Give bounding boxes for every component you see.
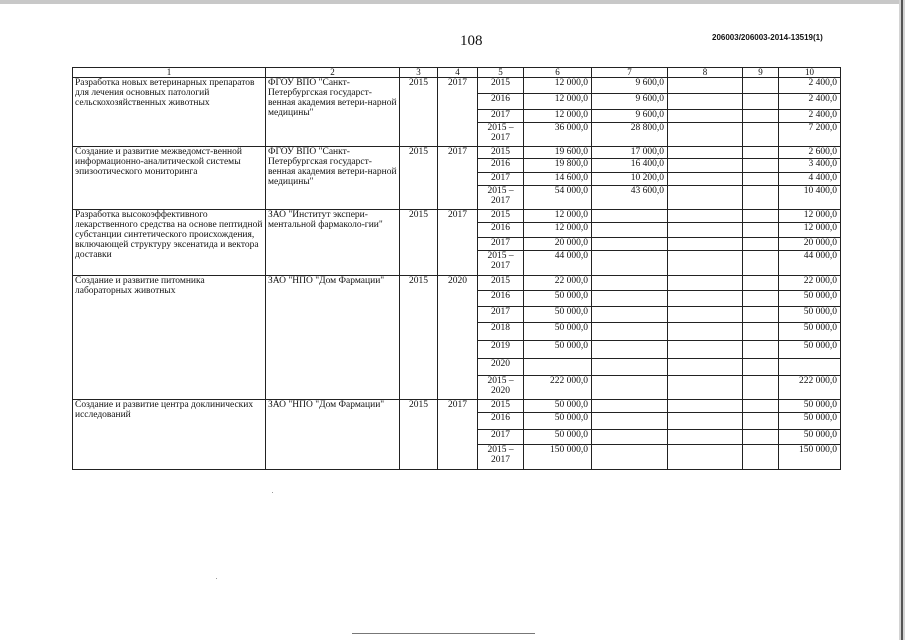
period: 2015 – 2017 bbox=[478, 445, 524, 470]
period: 2015 bbox=[478, 400, 524, 413]
amount-col10: 50 000,0 bbox=[779, 307, 841, 323]
start-year: 2015 bbox=[400, 210, 438, 276]
amount-col9 bbox=[743, 430, 779, 445]
period: 2015 – 2017 bbox=[478, 251, 524, 276]
amount-col10: 50 000,0 bbox=[779, 413, 841, 430]
page-number: 108 bbox=[460, 33, 483, 49]
amount-col7: 17 000,0 bbox=[592, 147, 668, 159]
amount-col9 bbox=[743, 223, 779, 238]
table-row bbox=[73, 210, 841, 223]
amount-col7 bbox=[592, 445, 668, 470]
amount-col8 bbox=[668, 78, 743, 94]
amount-col10: 50 000,0 bbox=[779, 323, 841, 341]
amount-col10: 20 000,0 bbox=[779, 238, 841, 251]
amount-col8 bbox=[668, 110, 743, 123]
end-year: 2017 bbox=[438, 78, 478, 147]
amount-col7 bbox=[592, 291, 668, 307]
scan-top-edge bbox=[0, 0, 905, 4]
table-row bbox=[73, 400, 841, 413]
amount-col6: 50 000,0 bbox=[524, 341, 592, 359]
amount-col6: 50 000,0 bbox=[524, 400, 592, 413]
column-number-row bbox=[73, 68, 841, 78]
col-header: 5 bbox=[478, 68, 524, 78]
amount-col10: 50 000,0 bbox=[779, 341, 841, 359]
period: 2015 bbox=[478, 276, 524, 291]
amount-col7 bbox=[592, 210, 668, 223]
period: 2016 bbox=[478, 291, 524, 307]
amount-col8 bbox=[668, 94, 743, 110]
scan-speck bbox=[216, 578, 217, 579]
project-name: Разработка высокоэффективного лекарственного средства на основе пептидной субстанции синтетического происхождения, включающей структуру эксенатида и вектора доставки bbox=[73, 210, 266, 276]
organization: ФГОУ ВПО "Санкт-Петербургская государст-венная академия ветери-нарной медицины" bbox=[266, 147, 400, 210]
amount-col8 bbox=[668, 210, 743, 223]
period: 2017 bbox=[478, 238, 524, 251]
project-name: Создание и развитие центра доклинических исследований bbox=[73, 400, 266, 470]
amount-col8 bbox=[668, 186, 743, 210]
project-name: Разработка новых ветеринарных препаратов для лечения основных патологий сельскохозяйственных животных bbox=[73, 78, 266, 147]
amount-col7 bbox=[592, 341, 668, 359]
period: 2017 bbox=[478, 110, 524, 123]
amount-col7 bbox=[592, 323, 668, 341]
project-name: Создание и развитие питомника лабораторных животных bbox=[73, 276, 266, 400]
amount-col6: 50 000,0 bbox=[524, 307, 592, 323]
scan-right-edge bbox=[899, 0, 905, 640]
amount-col6: 12 000,0 bbox=[524, 210, 592, 223]
col-header: 1 bbox=[73, 68, 266, 78]
amount-col7 bbox=[592, 430, 668, 445]
amount-col6: 12 000,0 bbox=[524, 78, 592, 94]
amount-col6: 50 000,0 bbox=[524, 430, 592, 445]
organization: ФГОУ ВПО "Санкт-Петербургская государст-венная академия ветери-нарной медицины" bbox=[266, 78, 400, 147]
end-year: 2017 bbox=[438, 147, 478, 210]
amount-col9 bbox=[743, 323, 779, 341]
amount-col10: 2 400,0 bbox=[779, 78, 841, 94]
scan-speck bbox=[272, 492, 273, 493]
amount-col8 bbox=[668, 238, 743, 251]
amount-col8 bbox=[668, 147, 743, 159]
amount-col9 bbox=[743, 110, 779, 123]
period: 2015 bbox=[478, 210, 524, 223]
amount-col7: 28 800,0 bbox=[592, 123, 668, 147]
amount-col6: 12 000,0 bbox=[524, 94, 592, 110]
amount-col8 bbox=[668, 307, 743, 323]
start-year: 2015 bbox=[400, 276, 438, 400]
amount-col9 bbox=[743, 159, 779, 173]
amount-col10: 12 000,0 bbox=[779, 223, 841, 238]
period: 2020 bbox=[478, 359, 524, 376]
scan-bottom-line bbox=[352, 633, 535, 634]
amount-col8 bbox=[668, 323, 743, 341]
amount-col10: 4 400,0 bbox=[779, 173, 841, 186]
amount-col8 bbox=[668, 251, 743, 276]
amount-col8 bbox=[668, 413, 743, 430]
start-year: 2015 bbox=[400, 400, 438, 470]
amount-col7 bbox=[592, 307, 668, 323]
amount-col7 bbox=[592, 400, 668, 413]
amount-col10: 150 000,0 bbox=[779, 445, 841, 470]
table-row bbox=[73, 276, 841, 291]
period: 2017 bbox=[478, 307, 524, 323]
end-year: 2017 bbox=[438, 210, 478, 276]
amount-col6: 19 600,0 bbox=[524, 147, 592, 159]
period: 2019 bbox=[478, 341, 524, 359]
end-year: 2020 bbox=[438, 276, 478, 400]
period: 2017 bbox=[478, 430, 524, 445]
document-id: 206003/206003-2014-13519(1) bbox=[712, 33, 823, 42]
col-header: 9 bbox=[743, 68, 779, 78]
amount-col9 bbox=[743, 413, 779, 430]
period: 2016 bbox=[478, 413, 524, 430]
amount-col6: 44 000,0 bbox=[524, 251, 592, 276]
amount-col10 bbox=[779, 359, 841, 376]
amount-col6: 20 000,0 bbox=[524, 238, 592, 251]
period: 2016 bbox=[478, 223, 524, 238]
amount-col6: 19 800,0 bbox=[524, 159, 592, 173]
amount-col10: 222 000,0 bbox=[779, 376, 841, 400]
end-year: 2017 bbox=[438, 400, 478, 470]
amount-col9 bbox=[743, 291, 779, 307]
amount-col9 bbox=[743, 400, 779, 413]
table-row bbox=[73, 147, 841, 159]
col-header: 8 bbox=[668, 68, 743, 78]
start-year: 2015 bbox=[400, 78, 438, 147]
amount-col10: 50 000,0 bbox=[779, 400, 841, 413]
period: 2016 bbox=[478, 94, 524, 110]
project-name: Создание и развитие межведомст-венной информационно-аналитической системы эпизоотического мониторинга bbox=[73, 147, 266, 210]
amount-col10: 7 200,0 bbox=[779, 123, 841, 147]
period: 2015 – 2020 bbox=[478, 376, 524, 400]
amount-col8 bbox=[668, 173, 743, 186]
amount-col6: 150 000,0 bbox=[524, 445, 592, 470]
amount-col9 bbox=[743, 94, 779, 110]
period: 2018 bbox=[478, 323, 524, 341]
amount-col8 bbox=[668, 159, 743, 173]
period: 2017 bbox=[478, 173, 524, 186]
amount-col7: 16 400,0 bbox=[592, 159, 668, 173]
amount-col7: 9 600,0 bbox=[592, 110, 668, 123]
amount-col10: 2 400,0 bbox=[779, 94, 841, 110]
amount-col10: 2 400,0 bbox=[779, 110, 841, 123]
period: 2015 – 2017 bbox=[478, 186, 524, 210]
amount-col9 bbox=[743, 251, 779, 276]
amount-col6 bbox=[524, 359, 592, 376]
amount-col10: 12 000,0 bbox=[779, 210, 841, 223]
amount-col8 bbox=[668, 430, 743, 445]
amount-col9 bbox=[743, 210, 779, 223]
amount-col10: 3 400,0 bbox=[779, 159, 841, 173]
amount-col7: 9 600,0 bbox=[592, 94, 668, 110]
col-header: 3 bbox=[400, 68, 438, 78]
period: 2015 – 2017 bbox=[478, 123, 524, 147]
amount-col6: 14 600,0 bbox=[524, 173, 592, 186]
col-header: 6 bbox=[524, 68, 592, 78]
organization: ЗАО "НПО "Дом Фармации" bbox=[266, 400, 400, 470]
amount-col8 bbox=[668, 400, 743, 413]
amount-col8 bbox=[668, 291, 743, 307]
period: 2016 bbox=[478, 159, 524, 173]
amount-col6: 222 000,0 bbox=[524, 376, 592, 400]
amount-col6: 22 000,0 bbox=[524, 276, 592, 291]
table-row bbox=[73, 78, 841, 94]
amount-col10: 22 000,0 bbox=[779, 276, 841, 291]
col-header: 2 bbox=[266, 68, 400, 78]
amount-col10: 50 000,0 bbox=[779, 291, 841, 307]
col-header: 4 bbox=[438, 68, 478, 78]
amount-col7 bbox=[592, 276, 668, 291]
amount-col9 bbox=[743, 147, 779, 159]
amount-col7 bbox=[592, 238, 668, 251]
amount-col8 bbox=[668, 376, 743, 400]
amount-col7 bbox=[592, 359, 668, 376]
organization: ЗАО "НПО "Дом Фармации" bbox=[266, 276, 400, 400]
amount-col10: 10 400,0 bbox=[779, 186, 841, 210]
amount-col9 bbox=[743, 238, 779, 251]
amount-col10: 2 600,0 bbox=[779, 147, 841, 159]
amount-col6: 50 000,0 bbox=[524, 323, 592, 341]
organization: ЗАО "Институт экспери-ментальной фармаколо-гии" bbox=[266, 210, 400, 276]
amount-col9 bbox=[743, 186, 779, 210]
amount-col9 bbox=[743, 341, 779, 359]
start-year: 2015 bbox=[400, 147, 438, 210]
amount-col9 bbox=[743, 307, 779, 323]
amount-col7 bbox=[592, 413, 668, 430]
amount-col8 bbox=[668, 223, 743, 238]
amount-col8 bbox=[668, 445, 743, 470]
amount-col6: 50 000,0 bbox=[524, 413, 592, 430]
col-header: 7 bbox=[592, 68, 668, 78]
amount-col7: 10 200,0 bbox=[592, 173, 668, 186]
amount-col8 bbox=[668, 123, 743, 147]
amount-col9 bbox=[743, 78, 779, 94]
period: 2015 bbox=[478, 147, 524, 159]
amount-col6: 50 000,0 bbox=[524, 291, 592, 307]
period: 2015 bbox=[478, 78, 524, 94]
amount-col7: 9 600,0 bbox=[592, 78, 668, 94]
amount-col6: 54 000,0 bbox=[524, 186, 592, 210]
amount-col9 bbox=[743, 276, 779, 291]
amount-col8 bbox=[668, 359, 743, 376]
amount-col9 bbox=[743, 359, 779, 376]
amount-col6: 36 000,0 bbox=[524, 123, 592, 147]
amount-col7 bbox=[592, 223, 668, 238]
amount-col7 bbox=[592, 376, 668, 400]
col-header: 10 bbox=[779, 68, 841, 78]
amount-col9 bbox=[743, 173, 779, 186]
amount-col9 bbox=[743, 376, 779, 400]
amount-col6: 12 000,0 bbox=[524, 110, 592, 123]
amount-col6: 12 000,0 bbox=[524, 223, 592, 238]
amount-col10: 50 000,0 bbox=[779, 430, 841, 445]
funding-table bbox=[72, 67, 841, 470]
amount-col7: 43 600,0 bbox=[592, 186, 668, 210]
amount-col10: 44 000,0 bbox=[779, 251, 841, 276]
amount-col8 bbox=[668, 341, 743, 359]
amount-col7 bbox=[592, 251, 668, 276]
amount-col9 bbox=[743, 123, 779, 147]
amount-col8 bbox=[668, 276, 743, 291]
amount-col9 bbox=[743, 445, 779, 470]
